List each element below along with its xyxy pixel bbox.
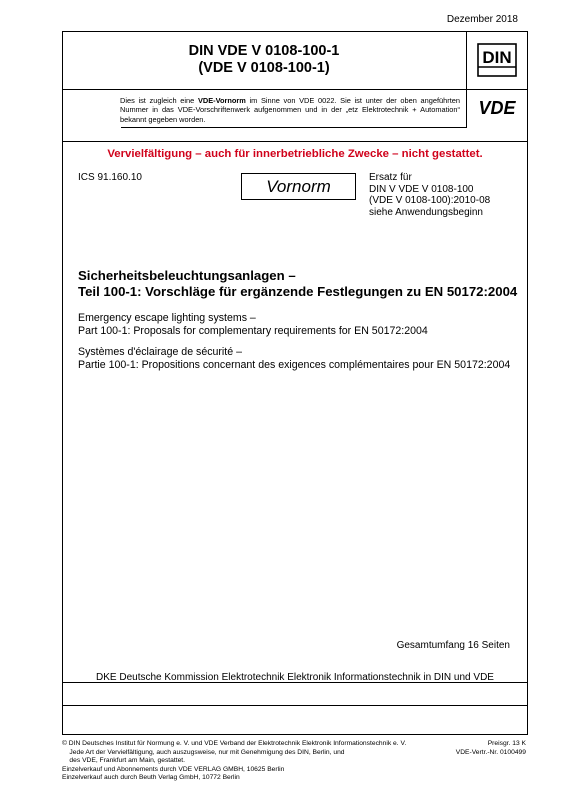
french-title: [78, 346, 510, 371]
sales-line-2: Einzelverkauf auch durch Beuth Verlag GmbH, 10772 Berlin: [62, 774, 240, 781]
vde-logo-icon: [469, 99, 525, 117]
english-title-line-2: Part 100-1: Proposals for complementary requirements for EN 50172:2004: [78, 324, 428, 337]
committee-name: DKE Deutsche Kommission Elektrotechnik Elektronik Informationstechnik in DIN und VDE: [96, 672, 494, 683]
title-line-2: (VDE V 0108-100-1): [198, 60, 330, 76]
footer-copyright: [62, 740, 462, 783]
title-line-1: DIN VDE V 0108-100-1: [188, 43, 340, 59]
german-title-line-2: Teil 100-1: Vorschläge für ergänzende Festlegungen zu EN 50172:2004: [78, 284, 518, 299]
status-box: [241, 173, 356, 200]
divider-title: [63, 89, 527, 90]
ersatz-line-2: DIN V VDE V 0108-100: [369, 183, 474, 195]
notice-text-after: im Sinne von VDE 0022. Sie ist unter der oben angeführten Nummer in das VDE-Vorschriftenwerk aufgenommen und in der „etz Elektrotechnik + Automation“ bekannt gegeben worden.: [120, 96, 460, 124]
ersatz-line-4: siehe Anwendungsbeginn: [369, 206, 483, 218]
copyright-line-2: Jede Art der Vervielfältigung, auch auszugsweise, nur mit Genehmigung des DIN, Berlin, und: [62, 748, 345, 756]
german-title-line-1: Sicherheitsbeleuchtungsanlagen –: [78, 268, 296, 283]
notice-text-bold: VDE-Vornorm: [197, 96, 246, 105]
din-logo: [466, 31, 528, 89]
vde-logo: [466, 89, 528, 127]
replacement-info: [369, 172, 490, 218]
notice-text-before: Dies ist zugleich eine: [120, 96, 198, 105]
din-logo-icon: [477, 43, 517, 77]
copyright-line-3: des VDE, Frankfurt am Main, gestattet.: [62, 757, 186, 764]
ersatz-line-3: (VDE V 0108-100):2010-08: [369, 195, 491, 207]
price-group: Preisgr. 13 K: [487, 740, 526, 747]
divider-footer-lower: [63, 705, 527, 706]
vde-notice: [120, 96, 460, 124]
ersatz-line-1: Ersatz für: [369, 172, 412, 183]
svg-text:DIN: DIN: [482, 48, 512, 67]
divider-notice-bottom: [63, 141, 527, 142]
copyright-line-1: © DIN Deutsches Institut für Normung e. V. und VDE Verband der Elektrotechnik Elektronik Informationstechnik e. V.: [62, 740, 407, 747]
german-title: [78, 268, 517, 300]
document-title: [62, 31, 466, 89]
english-title: [78, 312, 428, 337]
vde-order-number: VDE-Vertr.-Nr. 0100499: [455, 748, 526, 756]
document-frame: [62, 31, 528, 735]
french-title-line-1: Systèmes d'éclairage de sécurité –: [78, 346, 242, 358]
ics-code: ICS 91.160.10: [78, 172, 142, 183]
svg-text:VDE: VDE: [478, 99, 516, 117]
reproduction-warning: Vervielfältigung – auch für innerbetriebliche Zwecke – nicht gestattet.: [107, 148, 483, 160]
sales-line-1: Einzelverkauf und Abonnements durch VDE VERLAG GMBH, 10625 Berlin: [62, 765, 285, 773]
footer-price-info: [456, 740, 526, 757]
divider-notice-top: [121, 127, 467, 128]
total-pages: Gesamtumfang 16 Seiten: [396, 640, 510, 651]
french-title-line-2: Partie 100-1: Propositions concernant des exigences complémentaires pour EN 50172:2004: [78, 358, 511, 371]
publication-date: Dezember 2018: [446, 14, 518, 25]
status-label: Vornorm: [266, 176, 331, 196]
english-title-line-1: Emergency escape lighting systems –: [78, 312, 256, 324]
